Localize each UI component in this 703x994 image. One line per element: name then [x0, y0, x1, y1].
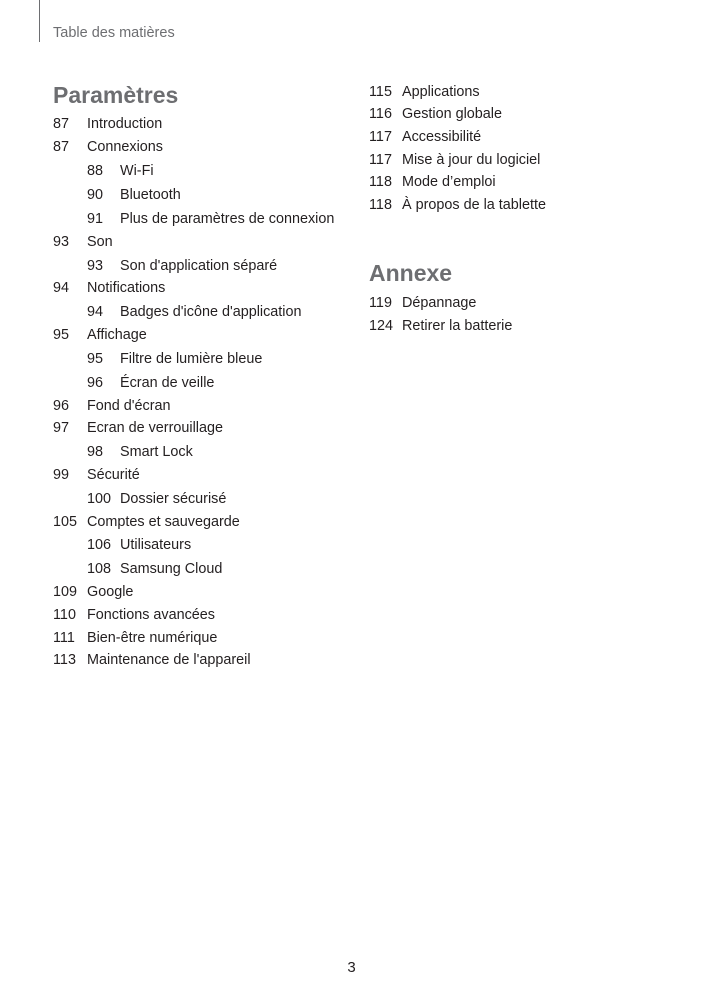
- toc-page: 119: [369, 295, 392, 311]
- toc-label: Maintenance de l'appareil: [87, 652, 251, 668]
- toc-page: 105: [53, 514, 78, 530]
- toc-label: Bluetooth: [120, 187, 181, 203]
- toc-label: Introduction: [87, 116, 163, 132]
- toc-page: 88: [87, 163, 104, 179]
- toc-page: 117: [369, 152, 392, 168]
- toc-label: Dossier sécurisé: [120, 491, 227, 507]
- toc-label: Applications: [402, 84, 480, 100]
- toc-label: Badges d'icône d'application: [120, 304, 302, 320]
- toc-page: 108: [87, 561, 112, 577]
- toc-label: À propos de la tablette: [402, 197, 547, 213]
- toc-label: Comptes et sauvegarde: [87, 514, 240, 530]
- section-title-annexe: Annexe: [369, 260, 453, 286]
- toc-page: 97: [53, 420, 70, 436]
- toc-label: Écran de veille: [120, 375, 215, 391]
- toc-page: 90: [87, 187, 104, 203]
- toc-page: 111: [53, 630, 75, 646]
- section-title-parametres: Paramètres: [53, 82, 179, 108]
- toc-label: Fond d'écran: [87, 398, 171, 414]
- toc-label: Mise à jour du logiciel: [402, 152, 541, 168]
- toc-page: 118: [369, 197, 392, 213]
- toc-label: Samsung Cloud: [120, 561, 223, 577]
- toc-label: Sécurité: [87, 467, 140, 483]
- toc-label: Bien-être numérique: [87, 630, 218, 646]
- toc-label: Dépannage: [402, 295, 477, 311]
- toc-page: 93: [87, 258, 104, 274]
- toc-label: Son d'application séparé: [120, 258, 278, 274]
- toc-page: 113: [53, 652, 76, 668]
- toc-label: Son: [87, 234, 113, 250]
- toc-label: Affichage: [87, 327, 147, 343]
- toc-label: Fonctions avancées: [87, 607, 215, 623]
- toc-page: 115: [369, 84, 392, 100]
- toc-label: Wi-Fi: [120, 163, 154, 179]
- toc-page: 99: [53, 467, 70, 483]
- toc-page: 106: [87, 537, 112, 553]
- toc-page: 118: [369, 174, 392, 190]
- toc-page: 109: [53, 584, 78, 600]
- toc-page: 93: [53, 234, 70, 250]
- toc-page: 96: [87, 375, 104, 391]
- toc-label: Ecran de verrouillage: [87, 420, 223, 436]
- toc-label: Google: [87, 584, 134, 600]
- toc-page: 91: [87, 211, 104, 227]
- header-rule: [39, 0, 40, 42]
- toc-label: Connexions: [87, 139, 164, 155]
- toc-label: Smart Lock: [120, 444, 193, 460]
- toc-page: 94: [87, 304, 104, 320]
- toc-page: 95: [87, 351, 104, 367]
- page-number: 3: [347, 959, 356, 976]
- toc-label: Mode d’emploi: [402, 174, 496, 190]
- toc-page: 95: [53, 327, 70, 343]
- toc-page: 124: [369, 318, 394, 334]
- toc-page: 98: [87, 444, 104, 460]
- toc-label: Accessibilité: [402, 129, 482, 145]
- toc-page: 110: [53, 607, 76, 623]
- toc-label: Notifications: [87, 280, 166, 296]
- toc-label: Utilisateurs: [120, 537, 192, 553]
- toc-page: 87: [53, 139, 70, 155]
- toc-label: Retirer la batterie: [402, 318, 513, 334]
- toc-page: 117: [369, 129, 392, 145]
- toc-page: 87: [53, 116, 70, 132]
- toc-page: 94: [53, 280, 70, 296]
- header-title: Table des matières: [53, 25, 175, 41]
- toc-page: 116: [369, 106, 392, 122]
- toc-page: 100: [87, 491, 112, 507]
- toc-label: Filtre de lumière bleue: [120, 351, 263, 367]
- toc-label: Plus de paramètres de connexion: [120, 211, 335, 227]
- toc-page: 96: [53, 398, 70, 414]
- toc-label: Gestion globale: [402, 106, 503, 122]
